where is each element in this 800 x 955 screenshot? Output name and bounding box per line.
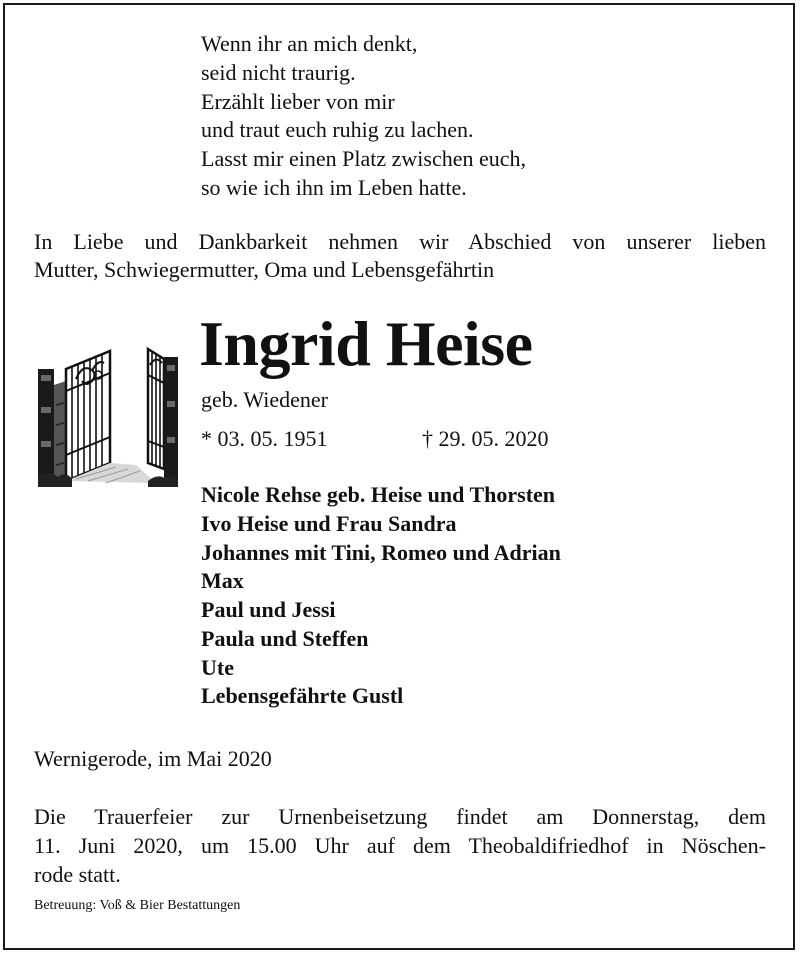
intro-line: In Liebe und Dankbarkeit nehmen wir Abschied von unserer lieben [34, 229, 766, 254]
intro-text [34, 228, 766, 284]
poem-line: Wenn ihr an mich denkt, [201, 31, 418, 56]
poem-line: Erzählt lieber von mir [201, 88, 395, 114]
place-date: Wernigerode, im Mai 2020 [34, 746, 272, 771]
intro-line: Mutter, Schwiegermutter, Oma und Lebensgefährtin [34, 257, 495, 282]
mourner-line: Nicole Rehse geb. Heise und Thorsten [201, 482, 556, 507]
open-gate-icon [36, 345, 182, 487]
mourner-line: Paul und Jessi [201, 597, 336, 622]
poem-line: so wie ich ihn im Leben hatte. [201, 174, 467, 200]
mourner-line: Paula und Steffen [201, 625, 369, 651]
poem-line: seid nicht traurig. [201, 59, 356, 85]
ceremony-line: rode statt. [34, 862, 121, 887]
mourner-line: Ute [201, 654, 234, 680]
birth-date: * 03. 05. 1951 [201, 426, 328, 451]
mourners-list [201, 481, 561, 711]
poem-line: Lasst mir einen Platz zwischen euch, [201, 146, 527, 172]
ceremony-line: 11. Juni 2020, um 15.00 Uhr auf dem Theobaldifriedhof in Nöschen- [34, 833, 766, 858]
poem-line: und traut euch ruhig zu lachen. [201, 117, 474, 143]
maiden-name: geb. Wiedener [201, 387, 328, 412]
poem [201, 30, 526, 203]
mourner-line: Max [201, 568, 244, 594]
funeral-home-credit: Betreuung: Voß & Bier Bestattungen [34, 898, 241, 913]
deceased-name: Ingrid Heise [199, 308, 533, 379]
mourner-line: Lebensgefährte Gustl [201, 683, 404, 709]
ceremony-line: Die Trauerfeier zur Urnenbeisetzung findet am Donnerstag, dem [34, 804, 766, 829]
ceremony-text [34, 802, 766, 889]
mourner-line: Ivo Heise und Frau Sandra [201, 510, 457, 536]
death-date: † 29. 05. 2020 [422, 426, 549, 451]
mourner-line: Johannes mit Tini, Romeo und Adrian [201, 539, 561, 565]
